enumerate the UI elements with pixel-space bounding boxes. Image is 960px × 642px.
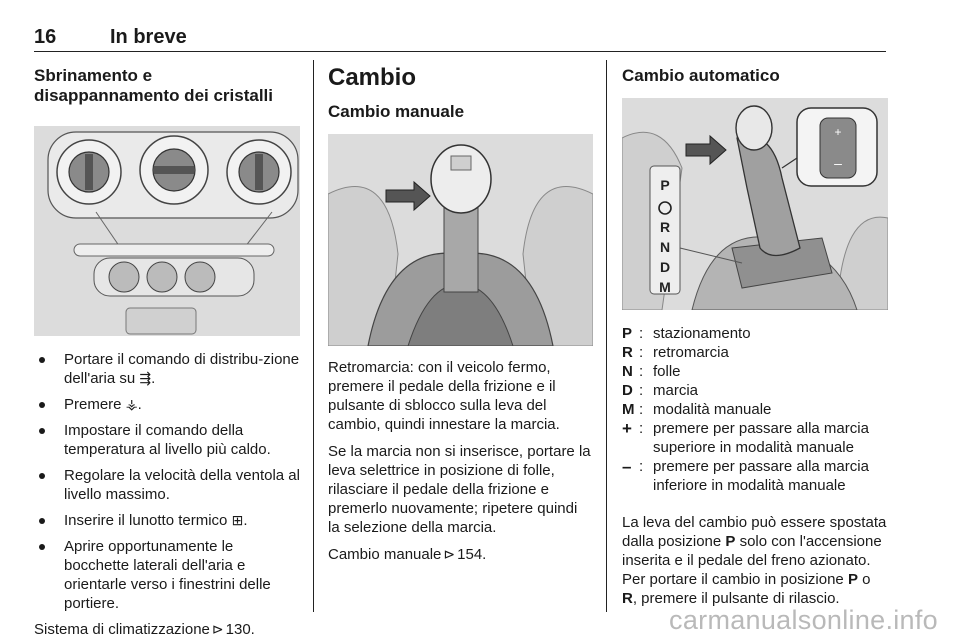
defrost-steps-list <box>34 350 300 613</box>
gearbox-heading: Cambio <box>328 64 417 91</box>
list-item: Inserire il lunotto termico ⊞. <box>34 511 300 530</box>
fan-ac-icon: ⚶ <box>125 396 138 412</box>
list-item: Regolare la velocità della ventola al livello massimo. <box>34 466 300 504</box>
rear-window-heater-icon: ⊞ <box>231 512 244 528</box>
reverse-gear-paragraph: Retromarcia: con il veicolo fermo, premere il pedale della frizione e il pulsante di sblocco sulla leva del cambio, quindi innestare la marcia. <box>328 359 560 433</box>
list-item: M : modalità manuale <box>622 401 772 418</box>
list-item: Premere ⚶. <box>34 395 300 414</box>
gear-positions-list <box>622 324 888 495</box>
gate-label-r: R <box>659 219 671 235</box>
climate-controls-figure <box>34 126 300 336</box>
svg-text:+: + <box>834 125 842 139</box>
page-header <box>34 22 886 52</box>
svg-text:–: – <box>834 155 842 171</box>
column-defrost <box>34 66 300 639</box>
column-manual-gearbox <box>328 66 593 564</box>
section-title: In breve <box>110 26 187 48</box>
list-item: Aprire opportunamente le bocchette laterali dell'aria e orientarle verso i finestrini delle portiere. <box>34 537 300 613</box>
gate-label-p: P <box>660 177 670 193</box>
windscreen-defrost-icon: ⇶ <box>139 370 152 386</box>
manual-gearbox-subheading: Cambio manuale <box>328 102 465 121</box>
climate-controls-drawing <box>34 126 300 336</box>
automatic-gearbox-heading: Cambio automatico <box>622 66 780 85</box>
automatic-shifter-figure <box>622 98 888 310</box>
page-ref-arrow-icon: ⊳ <box>443 546 456 562</box>
shift-release-paragraph: La leva del cambio può essere spostata dalla posizione P solo con l'accensione inserita e il pedale del freno azionato. Per portare il cambio in posizione P o R, premere il pulsante di rilascio. <box>622 514 887 607</box>
automatic-shifter-drawing <box>622 98 888 310</box>
manual-gearbox-reference: Cambio manuale ⊳ 154. <box>328 546 487 563</box>
manual-shifter-drawing <box>328 134 593 346</box>
gear-retry-paragraph: Se la marcia non si inserisce, portare la leva selettrice in posizione di folle, rilasciare il pedale della frizione e premerlo nuovamente; ripetere quindi la selezione della marcia. <box>328 443 591 536</box>
list-item: Portare il comando di distribu-zione dell'aria su ⇶. <box>34 350 300 388</box>
climate-reference: Sistema di climatizzazione ⊳ 130. <box>34 621 255 638</box>
defrost-heading: Sbrinamento e disappannamento dei cristalli <box>34 66 274 105</box>
column-automatic-gearbox <box>622 66 888 608</box>
page-number: 16 <box>34 26 57 48</box>
list-item: N : folle <box>622 363 681 380</box>
list-item: R : retromarcia <box>622 344 729 361</box>
list-item: – : premere per passare alla marcia inferiore in modalità manuale <box>622 457 869 494</box>
column-divider-1 <box>313 60 314 612</box>
list-item: P : stazionamento <box>622 325 751 342</box>
watermark: carmanualsonline.info <box>669 605 938 635</box>
list-item: + : premere per passare alla marcia superiore in modalità manuale <box>622 419 869 456</box>
gate-label-m: M <box>659 279 671 295</box>
gate-label-n: N <box>659 239 671 255</box>
list-item: D : marcia <box>622 382 699 399</box>
page-ref-arrow-icon: ⊳ <box>211 621 224 637</box>
manual-shifter-figure <box>328 134 593 346</box>
column-divider-2 <box>606 60 607 612</box>
gate-label-d: D <box>659 259 671 275</box>
list-item: Impostare il comando della temperatura al livello più caldo. <box>34 421 300 459</box>
